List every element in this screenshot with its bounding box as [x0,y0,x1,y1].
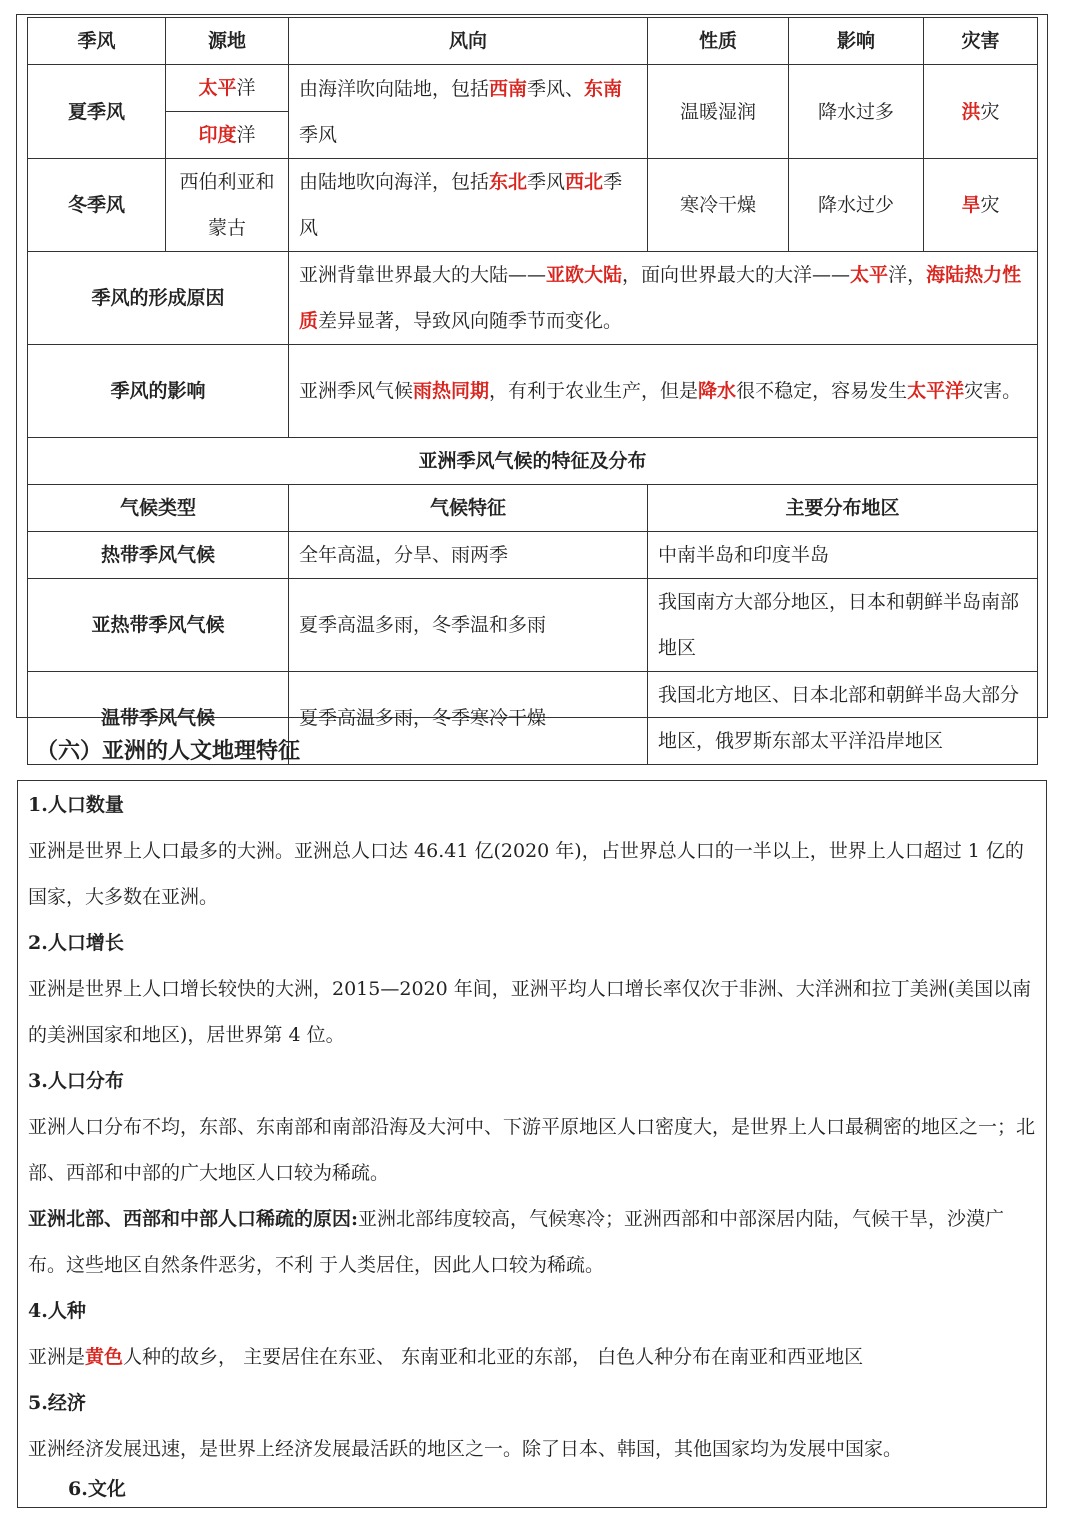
paragraph-population-distribution: 亚洲人口分布不均，东部、东南部和南部沿海及大河中、下游平原地区人口密度大，是世界上人口最稠密的地区之一；北部、西部和中部的广大地区人口较为稀疏。 [28,1116,1036,1184]
winter-direction-text: 由陆地吹向海洋，包括 [299,171,490,193]
summer-source-1 [166,65,289,112]
climate-row-tropical [28,532,1038,579]
summer-disaster [924,65,1038,159]
paragraph-population-count: 亚洲是世界上人口最多的大洲。亚洲总人口达 46.41 亿(2020 年)，占世界总人口的一半以上，世界上人口超过 1 亿的国家，大多数在亚洲。 [28,840,1024,908]
climate-type: 温带季风气候 [28,672,289,765]
winter-source: 西伯利亚和蒙古 [166,159,289,252]
effect-label: 季风的影响 [28,345,289,438]
cause-red-2: 太平 [850,264,889,286]
monsoon-header-row [28,18,1038,65]
race-text-pre: 亚洲是 [28,1346,86,1368]
summer-source-1-red: 太平 [198,77,237,99]
climate-region: 中南半岛和印度半岛 [648,532,1038,579]
winter-direction [289,159,648,252]
paragraph-race [28,1334,1040,1380]
winter-direction-red-1: 东北 [489,171,528,193]
cause-row [28,252,1038,345]
summer-source-2-rest: 洋 [236,124,256,146]
winter-impact: 降水过少 [789,159,924,252]
summer-source-1-rest: 洋 [236,77,256,99]
cause-text-2: ，面向世界最大的大洋—— [622,264,851,286]
climate-feature: 全年高温，分旱、雨两季 [289,532,648,579]
header-disaster: 灾害 [924,18,1038,65]
summer-disaster-rest: 灾 [980,100,1000,123]
winter-direction-post: 季风 [299,171,623,239]
summer-direction-red-2: 东南 [584,77,623,100]
climate-region: 我国南方大部分地区，日本和朝鲜半岛南部地区 [648,579,1038,672]
climate-header-region: 主要分布地区 [648,485,1038,532]
heading-population-count: 1.人口数量 [28,794,124,816]
heading-population-distribution: 3.人口分布 [28,1070,124,1092]
climate-row-subtropical [28,579,1038,672]
winter-nature: 寒冷干燥 [648,159,789,252]
section-title: （六）亚洲的人文地理特征 [36,739,301,764]
monsoon-table [27,17,1038,765]
paragraph-population-growth: 亚洲是世界上人口增长较快的大洲，2015—2020 年间，亚洲平均人口增长率仅次于非洲、大洋洲和拉丁美洲(美国以南的美洲国家和地区)，居世界第 4 位。 [28,978,1032,1046]
winter-disaster-red: 旱 [961,194,981,216]
cause-label: 季风的形成原因 [28,252,289,345]
effect-red-2: 降水 [698,380,737,402]
paragraph-economy: 亚洲经济发展迅速，是世界上经济发展最活跃的地区之一。除了日本、韩国，其他国家均为发展中国家。 [28,1438,903,1460]
summer-disaster-red: 洪 [961,100,981,123]
header-nature: 性质 [648,18,789,65]
winter-disaster-rest: 灾 [980,194,1000,216]
cause-red-1: 亚欧大陆 [546,264,623,286]
race-text-post: 人种的故乡， 主要居住在东亚、 东南亚和北亚的东部， 白色人种分布在南亚和西亚地区 [123,1346,864,1368]
summer-row [28,65,1038,112]
header-source: 源地 [166,18,289,65]
summer-source-2-red: 印度 [198,124,237,146]
sparse-reason-text: 亚洲北部纬度较高，气候寒冷；亚洲西部和中部深居内陆，气候干旱，沙漠广布。这些地区自然条件恶劣，不利 于人类居住，因此人口较为稀疏。 [28,1208,1005,1276]
climate-type: 热带季风气候 [28,532,289,579]
race-text-red: 黄色 [85,1346,124,1368]
effect-text-3: 很不稳定，容易发生 [736,380,908,402]
climate-feature: 夏季高温多雨，冬季寒冷干燥 [289,672,648,765]
effect-text-2: ，有利于农业生产，但是 [489,380,699,402]
winter-direction-red-2: 西北 [565,171,604,193]
cause-text-1: 亚洲背靠世界最大的大陆—— [299,264,547,286]
effect-text-1: 亚洲季风气候 [299,380,414,402]
climate-header-feature: 气候特征 [289,485,648,532]
effect-red-3: 太平洋 [907,380,965,402]
winter-disaster [924,159,1038,252]
cause-text [289,252,1038,345]
summer-source-2 [166,112,289,159]
effect-red-1: 雨热同期 [413,380,490,402]
effect-text-4: 灾害。 [964,380,1022,402]
climate-type: 亚热带季风气候 [28,579,289,672]
effect-row [28,345,1038,438]
cause-red-3: 海陆热力性质 [299,264,1022,332]
heading-race: 4.人种 [28,1300,86,1322]
climate-header-row [28,485,1038,532]
heading-economy: 5.经济 [28,1392,86,1414]
climate-title-row [28,438,1038,485]
winter-monsoon-label: 冬季风 [28,159,166,252]
climate-table-title: 亚洲季风气候的特征及分布 [28,438,1038,485]
heading-population-growth: 2.人口增长 [28,932,124,954]
header-monsoon: 季风 [28,18,166,65]
summer-monsoon-label: 夏季风 [28,65,166,159]
climate-header-type: 气候类型 [28,485,289,532]
climate-region: 我国北方地区、日本北部和朝鲜半岛大部分地区，俄罗斯东部太平洋沿岸地区 [648,672,1038,765]
paragraph-sparse-reason [28,1196,1040,1288]
summer-direction [289,65,648,159]
effect-text [289,345,1038,438]
summer-direction-text: 由海洋吹向陆地，包括 [299,77,490,100]
cause-text-4: 差异显著，导致风向随季节而变化。 [318,310,623,332]
summer-direction-red-1: 西南 [489,77,528,100]
cause-text-3: 洋， [888,264,927,286]
header-direction: 风向 [289,18,648,65]
summer-impact: 降水过多 [789,65,924,159]
winter-direction-mid: 季风 [527,171,566,193]
header-impact: 影响 [789,18,924,65]
summer-direction-post: 季风 [299,123,338,146]
winter-row [28,159,1038,252]
summer-nature: 温暖湿润 [648,65,789,159]
climate-feature: 夏季高温多雨，冬季温和多雨 [289,579,648,672]
heading-culture: 6.文化 [68,1478,126,1500]
summer-direction-mid: 季风、 [527,77,585,100]
sparse-reason-label: 亚洲北部、西部和中部人口稀疏的原因: [28,1208,359,1230]
